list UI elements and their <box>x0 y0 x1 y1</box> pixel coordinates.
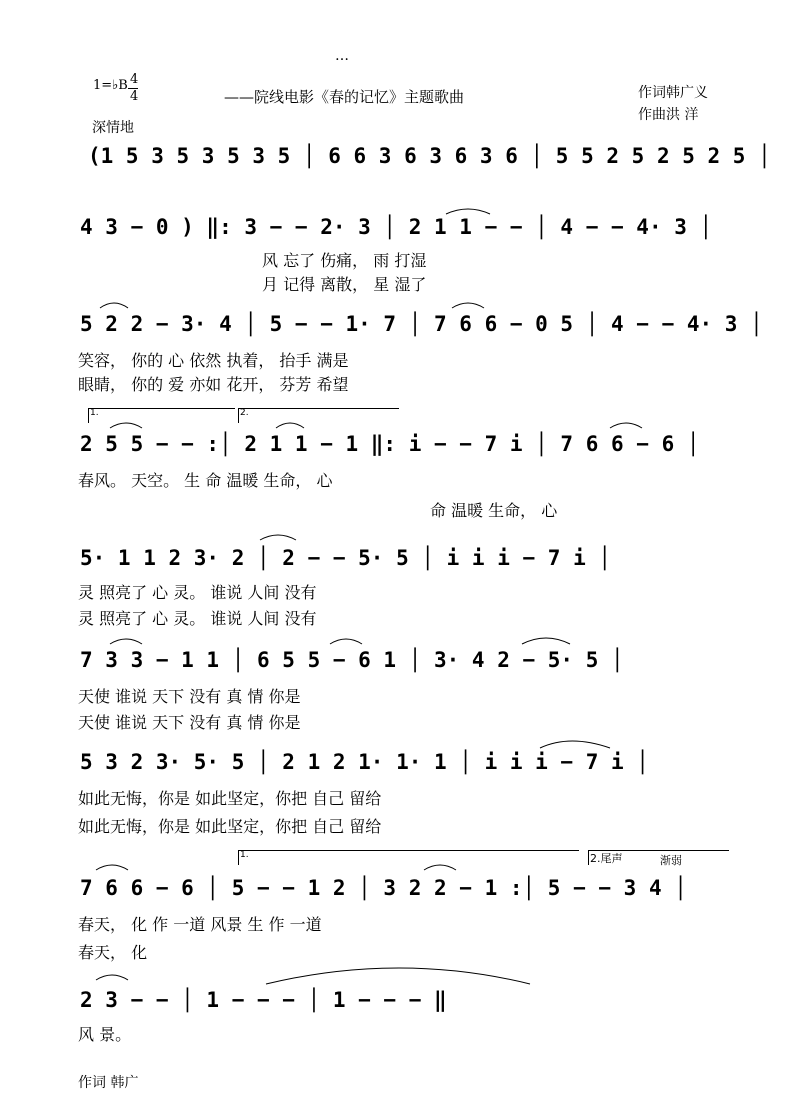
time-signature-top: 4 <box>130 72 139 87</box>
slur <box>96 865 128 870</box>
slur <box>424 865 456 870</box>
lyric-row-2-verse-1: 风 忘了 伤痛， 雨 打湿 <box>262 251 427 270</box>
slur <box>610 423 642 428</box>
score-row-2: 4 3 − 0 ) ‖: 3 − − 2· 3 │ 2 1 1 − − │ 4 − − 4· 3 │ <box>80 215 713 239</box>
lyric-row-8-verse-1: 春天， 化 作 一道 风景 生 作 一道 <box>78 915 322 934</box>
slur <box>100 303 128 308</box>
composer: 作曲洪 洋 <box>638 107 699 123</box>
footer-credit: 作词 韩广 <box>78 1075 139 1091</box>
lyric-row-6-verse-1: 天使 谁说 天下 没有 真 情 你是 <box>78 687 301 706</box>
lyricist: 作词韩广义 <box>638 85 708 101</box>
time-signature-bottom: 4 <box>130 89 139 104</box>
key-signature: 1=♭B <box>93 78 128 93</box>
slur <box>110 639 142 644</box>
slur <box>276 423 304 428</box>
score-row-5: 5· 1 1 2 3· 2 │ 2 − − 5· 5 │ i i i − 7 i │ <box>80 546 612 570</box>
score-row-1: (1 5 3 5 3 5 3 5 │ 6 6 3 6 3 6 3 6 │ 5 5 2 5 2 5 2 5 │ <box>88 144 771 168</box>
slur <box>260 535 296 540</box>
lyric-row-8-verse-2: 春天， 化 <box>78 943 148 962</box>
lyric-row-5-verse-2: 灵 照亮了 心 灵。 谁说 人间 没有 <box>78 609 317 628</box>
lyric-row-4-verse-2: 命 温暖 生命， 心 <box>430 501 558 520</box>
lyric-row-9-verse-1: 风 景。 <box>78 1025 132 1044</box>
score-row-4: 2 5 5 − − :│ 2 1 1 − 1 ‖: i − − 7 i │ 7 6 6 − 6 │ <box>80 432 700 456</box>
score-row-6: 7 3 3 − 1 1 │ 6 5 5 − 6 1 │ 3· 4 2 − 5· 5 │ <box>80 648 624 672</box>
tempo-marking: 深情地 <box>92 120 134 136</box>
dynamic-marking: 渐弱 <box>660 854 682 867</box>
title-fragment: … <box>335 48 349 64</box>
slur <box>522 638 570 644</box>
subtitle: ——院线电影《春的记忆》主题歌曲 <box>224 88 465 106</box>
score-row-8: 7 6 6 − 6 │ 5 − − 1 2 │ 3 2 2 − 1 :│ 5 − − 3 4 │ <box>80 876 687 900</box>
slur <box>110 423 142 428</box>
lyric-row-5-verse-1: 灵 照亮了 心 灵。 谁说 人间 没有 <box>78 583 317 602</box>
lyric-row-3-verse-1: 笑容， 你的 心 依然 执着， 抬手 满是 <box>78 351 349 370</box>
slur <box>446 209 490 214</box>
slur <box>96 975 128 980</box>
score-row-3: 5 2 2 − 3· 4 │ 5 − − 1· 7 │ 7 6 6 − 0 5 │ 4 − − 4· 3 │ <box>80 312 763 336</box>
lyric-row-6-verse-2: 天使 谁说 天下 没有 真 情 你是 <box>78 713 301 732</box>
slur <box>540 741 610 748</box>
score-row-7: 5 3 2 3· 5· 5 │ 2 1 2 1· 1· 1 │ i i i − 7 i │ <box>80 750 649 774</box>
slur <box>452 303 484 308</box>
slur <box>330 639 362 644</box>
slur <box>266 968 530 984</box>
lyric-row-7-verse-1: 如此无悔，你是 如此坚定，你把 自己 留给 <box>78 789 382 808</box>
lyric-row-3-verse-2: 眼睛， 你的 爱 亦如 花开， 芬芳 希望 <box>78 375 349 394</box>
lyric-row-2-verse-2: 月 记得 离散， 星 湿了 <box>262 275 427 294</box>
lyric-row-4-verse-1: 春风。 天空。 生 命 温暖 生命， 心 <box>78 471 333 490</box>
lyric-row-7-verse-2: 如此无悔，你是 如此坚定，你把 自己 留给 <box>78 817 382 836</box>
score-row-9: 2 3 − − │ 1 − − − │ 1 − − − ‖ <box>80 988 447 1012</box>
